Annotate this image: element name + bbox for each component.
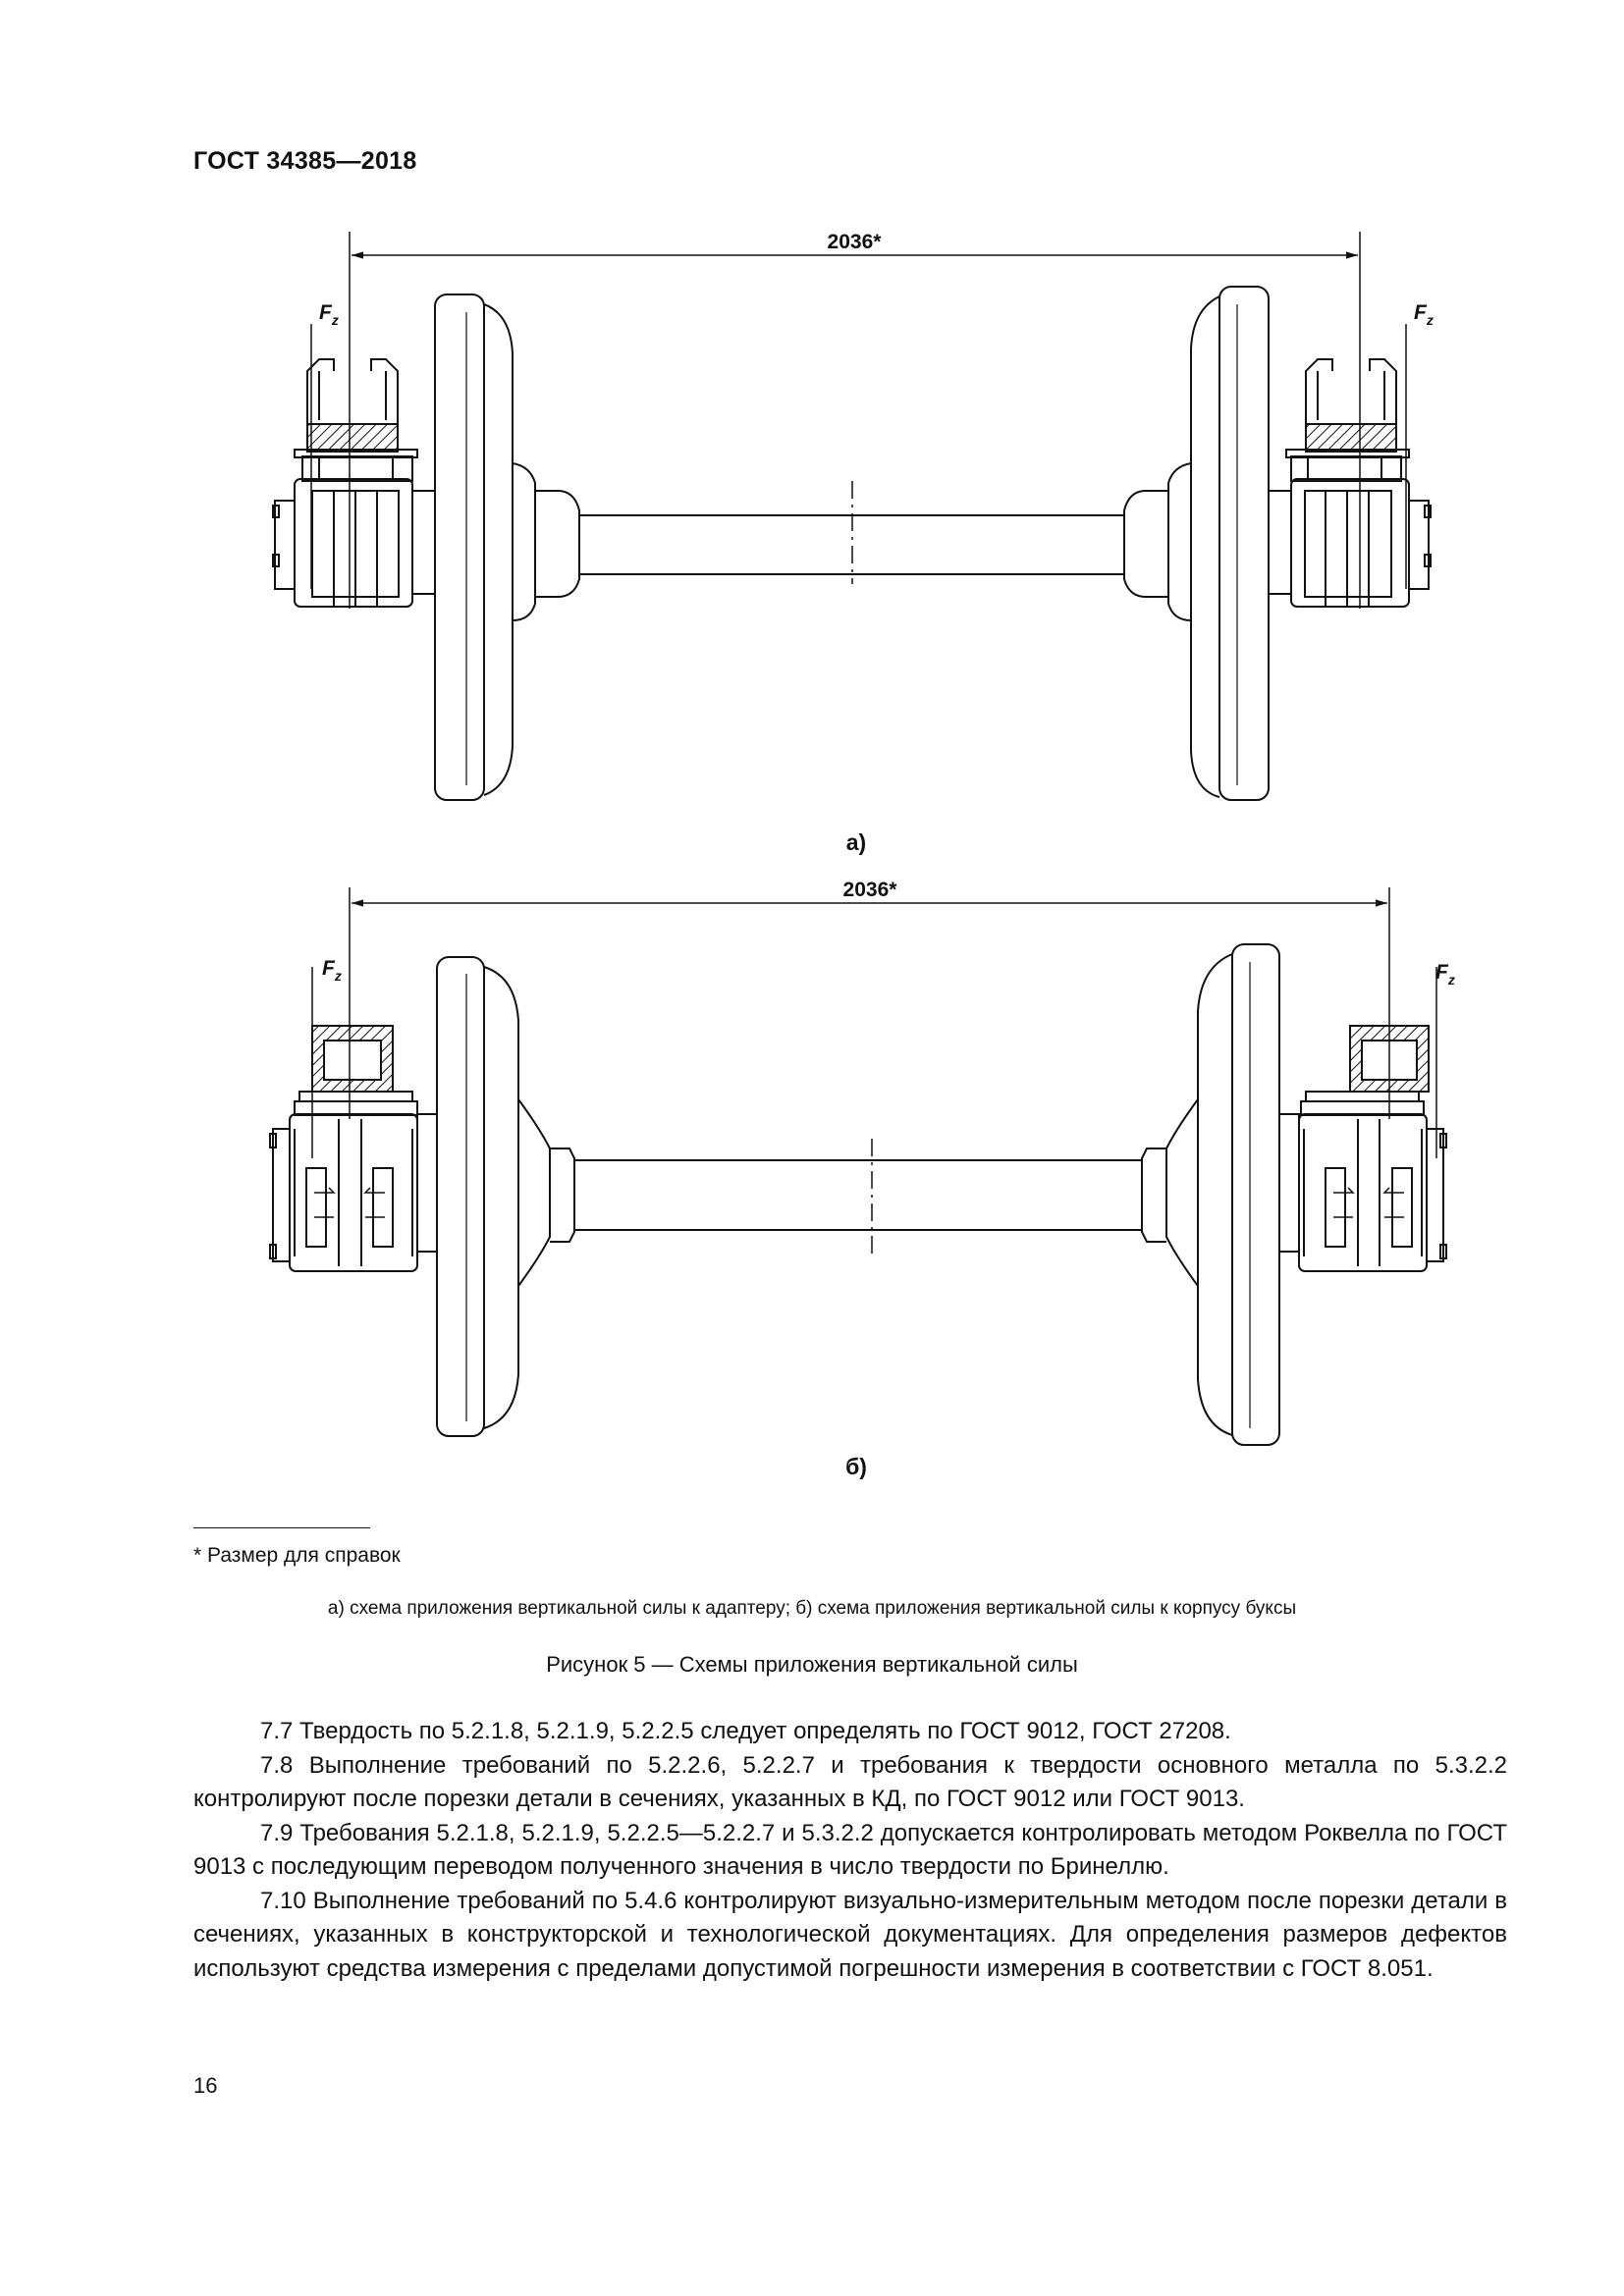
- footnote-separator: [193, 1527, 370, 1528]
- force-label-a-left: $F_z$: [319, 301, 339, 328]
- panel-a-drawing: [273, 232, 1431, 800]
- dimension-label-a: 2036*: [827, 231, 882, 253]
- panel-a-label: а): [845, 829, 867, 855]
- document-header: ГОСТ 34385—2018: [193, 147, 417, 175]
- page-number: 16: [193, 2073, 218, 2098]
- paragraph-7-10: 7.10 Выполнение требований по 5.4.6 контролируют визуально-измерительным методом после порезки детали в сечениях, указанных в конструкторской и технологической документациях. Для определения размеров дефектов используют средства измерения с пределами допустимой погрешности измерения в соответствии с ГОСТ 8.051.: [193, 1887, 1507, 1982]
- figure-legend: а) схема приложения вертикальной силы к адаптеру; б) схема приложения вертикальной силы к корпусу буксы: [327, 1598, 1297, 1619]
- paragraph-7-8: 7.8 Выполнение требований по 5.2.2.6, 5.2.2.7 и требования к твердости основного металла по 5.3.2.2 контролируют после порезки детали в сечениях, указанных в КД, по ГОСТ 9012 или ГОСТ 9013.: [193, 1751, 1507, 1812]
- force-label-b-left: $F_z$: [322, 957, 342, 984]
- dimension-label-b: 2036*: [842, 879, 897, 901]
- footnote: * Размер для справок: [193, 1544, 401, 1567]
- paragraph-7-9: 7.9 Требования 5.2.1.8, 5.2.1.9, 5.2.2.5—5.2.2.7 и 5.3.2.2 допускается контролировать методом Роквелла по ГОСТ 9013 с последующим переводом полученного значения в число твердости по Бринеллю.: [193, 1819, 1507, 1880]
- body-text: [193, 1715, 1507, 1986]
- figure-caption: Рисунок 5 — Схемы приложения вертикальной силы: [546, 1652, 1078, 1677]
- force-label-a-right: $F_z$: [1414, 301, 1434, 328]
- panel-b-drawing: [270, 887, 1446, 1445]
- paragraph-7-7: 7.7 Твердость по 5.2.1.8, 5.2.1.9, 5.2.2.5 следует определять по ГОСТ 9012, ГОСТ 27208.: [260, 1718, 1231, 1744]
- force-label-b-right: $F_z$: [1435, 961, 1455, 988]
- panel-b-label: б): [845, 1454, 867, 1479]
